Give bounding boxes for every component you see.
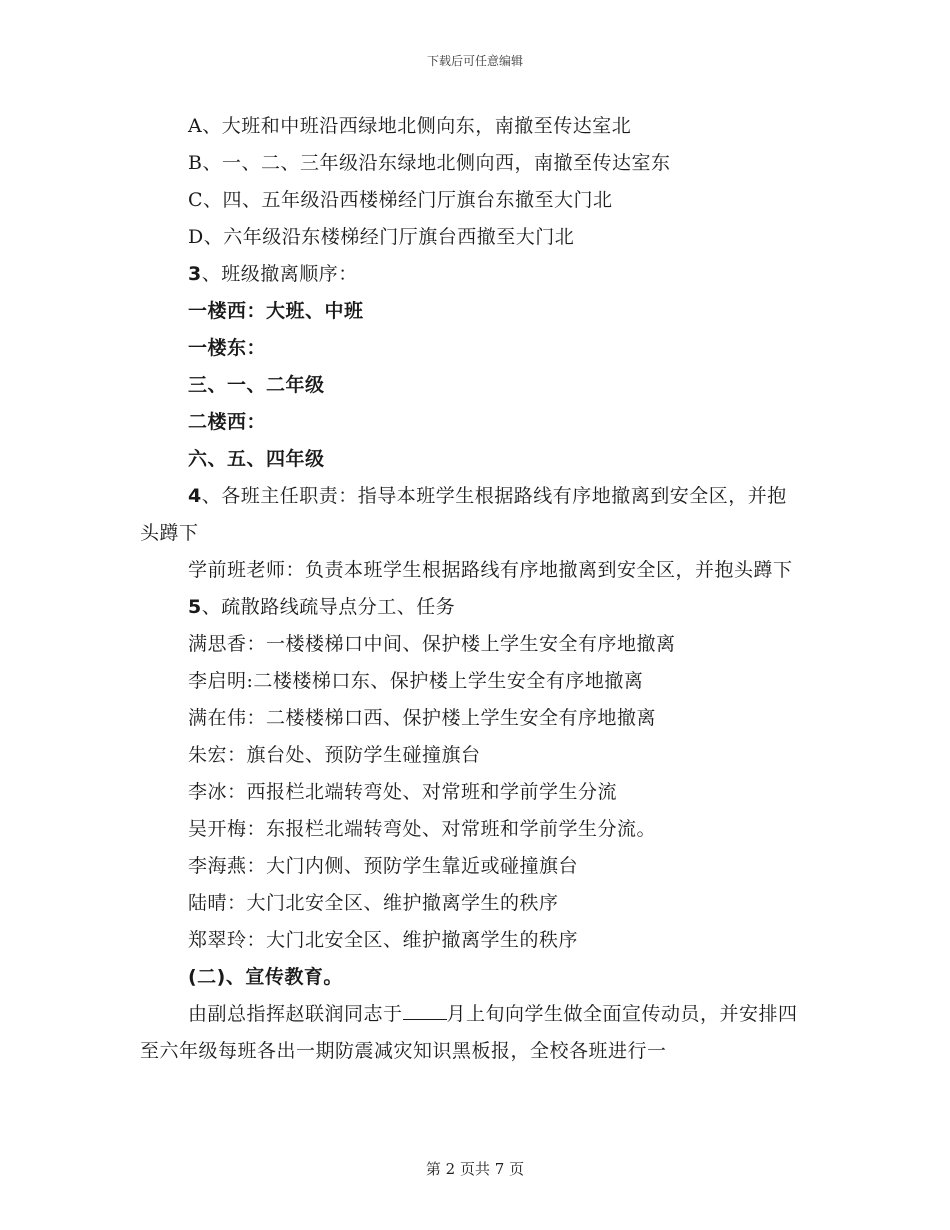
education-text-end: 月上旬向学生做全面宣传动员，并安排四至六年级每班各出一期防震减灾知识黑板报，全校各班进行一 xyxy=(140,1003,798,1062)
section-3-heading xyxy=(140,256,800,293)
education-paragraph xyxy=(140,996,800,1070)
route-d: D、六年级沿东楼梯经门厅旗台西撤至大门北 xyxy=(188,226,575,248)
section-5-title: 、疏散路线疏导点分工、任务 xyxy=(201,596,456,618)
education-text-start: 由副总指挥赵联润同志于 xyxy=(188,1003,403,1025)
order-floor1-west: 一楼西：大班、中班 xyxy=(188,300,364,322)
fill-in-blank xyxy=(403,1003,447,1020)
route-b: B、一、二、三年级沿东绿地北侧向西，南撤至传达室东 xyxy=(188,152,671,174)
document-body xyxy=(140,108,800,1070)
section-5-heading xyxy=(140,589,800,626)
preschool-teacher-duty: 学前班老师：负责本班学生根据路线有序地撤离到安全区，并抱头蹲下 xyxy=(188,559,793,581)
page-footer: 第 2 页共 7 页 xyxy=(425,1160,525,1178)
order-floor2-west: 二楼西： xyxy=(188,411,267,433)
assignment-item: 李海燕：大门内侧、预防学生靠近或碰撞旗台 xyxy=(188,855,579,877)
assignment-item: 吴开梅：东报栏北端转弯处、对常班和学前学生分流。 xyxy=(188,818,657,840)
route-c: C、四、五年级沿西楼梯经门厅旗台东撤至大门北 xyxy=(188,189,613,211)
order-floor1-east: 一楼东： xyxy=(188,337,267,359)
section-5-number: 5 xyxy=(188,596,202,618)
page-header: 下载后可任意编辑 xyxy=(426,54,523,68)
route-a: A、大班和中班沿西绿地北侧向东，南撤至传达室北 xyxy=(188,115,632,137)
assignment-item: 朱宏：旗台处、预防学生碰撞旗台 xyxy=(188,744,481,766)
section-two-heading: (二)、宣传教育。 xyxy=(188,966,343,988)
section-3-title: 、班级撤离顺序： xyxy=(201,263,358,285)
section-4-number: 4 xyxy=(188,485,202,507)
order-grades-6-5-4: 六、五、四年级 xyxy=(188,448,325,470)
order-grades-3-1-2: 三、一、二年级 xyxy=(188,374,325,396)
section-4-paragraph xyxy=(140,478,800,552)
assignment-item: 陆晴：大门北安全区、维护撤离学生的秩序 xyxy=(188,892,559,914)
assignment-item: 李启明:二楼楼梯口东、保护楼上学生安全有序地撤离 xyxy=(188,670,644,692)
section-3-number: 3 xyxy=(188,263,202,285)
assignment-item: 满思香：一楼楼梯口中间、保护楼上学生安全有序地撤离 xyxy=(188,633,676,655)
assignment-item: 郑翠玲：大门北安全区、维护撤离学生的秩序 xyxy=(188,929,579,951)
section-4-text: 、各班主任职责：指导本班学生根据路线有序地撤离到安全区，并抱头蹲下 xyxy=(140,485,787,544)
assignment-item: 满在伟：二楼楼梯口西、保护楼上学生安全有序地撤离 xyxy=(188,707,657,729)
assignment-item: 李冰：西报栏北端转弯处、对常班和学前学生分流 xyxy=(188,781,618,803)
